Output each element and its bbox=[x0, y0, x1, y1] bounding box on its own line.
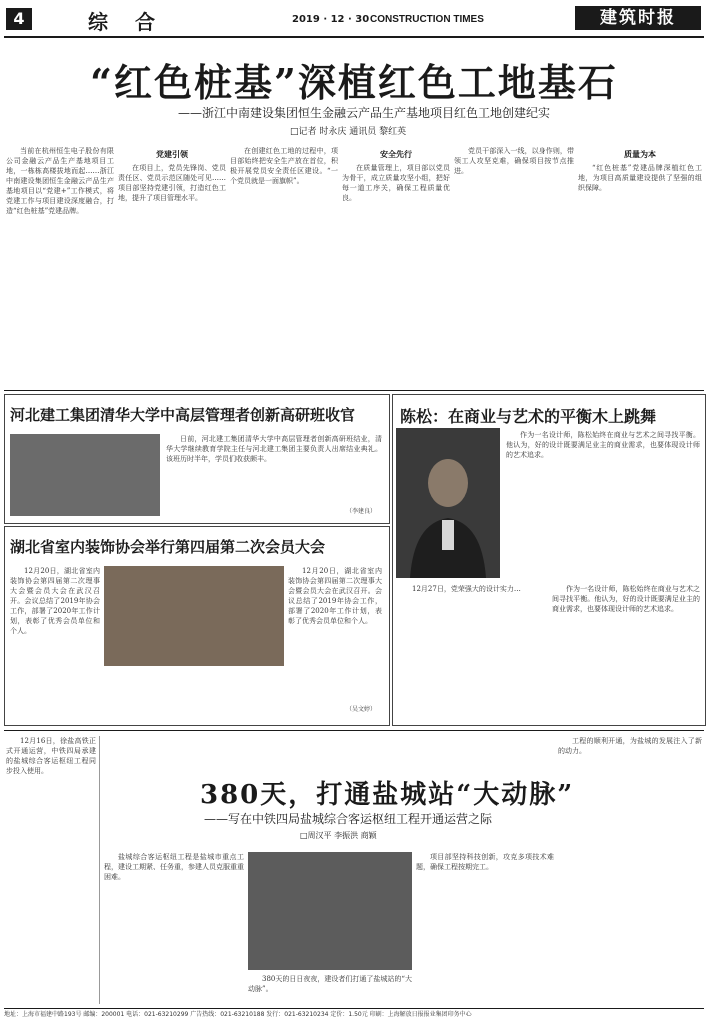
column-divider bbox=[99, 736, 100, 1004]
qinghua-title: 河北建工集团清华大学中高层管理者创新高研班收官 bbox=[10, 406, 356, 424]
bottom-byline: □周汉平 李振洪 商颖 bbox=[300, 831, 377, 840]
hubei-column-1: 12月20日，湖北省室内装饰协会第四届第二次理事大会暨会员大会在武汉召开。会议总结了2019年协会工作，部署了2020年工作计划，表彰了优秀会员单位和个人。 bbox=[10, 567, 100, 635]
qinghua-text: 日前，河北建工集团清华大学中高层管理者创新高研班结业，清华大学继续教育学院主任与河北建工集团主要负责人出席结业典礼。该班历时半年，学员们收获颇丰。 bbox=[166, 435, 382, 463]
lead-column-5: 党员干部深入一线，以身作则，带领工人攻坚克难，确保项目按节点推进。 bbox=[454, 147, 574, 175]
lead-subhead: 安全先行 bbox=[380, 150, 412, 159]
chensong-portrait bbox=[396, 428, 500, 578]
lead-subtitle: ——浙江中南建设集团恒生金融云产品生产基地项目红色工地创建纪实 bbox=[178, 106, 551, 120]
page-number: 4 bbox=[6, 8, 32, 30]
paper-name: CONSTRUCTION TIMES bbox=[370, 14, 484, 25]
section-rule bbox=[4, 390, 704, 391]
hubei-title: 湖北省室内装饰协会举行第四届第二次会员大会 bbox=[10, 538, 326, 556]
lead-column-1: 当前在杭州恒生电子股份有限公司金融云产品生产基地项目工地，一栋栋高楼拔地而起……浙江中南建设集团恒生金融云产品生产基地项目以“党建+”工作模式，将党建工作与项目建设深度融合，打造“红色桩基”党建品牌。 bbox=[6, 147, 114, 215]
chensong-column-3: 作为一名设计师，陈松始终在商业与艺术之间寻找平衡。他认为，好的设计既要满足业主的商业需求，也要体现设计师的艺术追求。 bbox=[552, 585, 700, 613]
bottom-subtitle: ——写在中铁四局盐城综合客运枢纽工程开通运营之际 bbox=[204, 812, 493, 826]
qinghua-photo bbox=[10, 434, 160, 516]
bottom-photo bbox=[248, 852, 412, 970]
header-rule bbox=[4, 36, 704, 38]
hubei-byline: （吴文婷） bbox=[346, 706, 377, 713]
bottom-column-2: 盐城综合客运枢纽工程是盐城市重点工程，建设工期紧、任务重，参建人员克服重重困难。 bbox=[104, 853, 244, 881]
lead-headline: “红色桩基”深植红色工地基石 bbox=[90, 60, 618, 105]
bottom-column-3: 380天的日日夜夜，建设者们打通了盐城站的“大动脉”。 bbox=[248, 975, 412, 993]
chensong-title: 陈松：在商业与艺术的平衡木上跳舞 bbox=[400, 407, 657, 426]
lead-subhead: 质量为本 bbox=[624, 150, 656, 159]
qinghua-byline: （李建良） bbox=[346, 508, 377, 515]
lead-column-2: 党建引领 在项目上，党员先锋岗、党员责任区、党员示范区随处可见……项目部坚持党建引领，打造红色工地，提升了项目管理水平。 bbox=[118, 150, 226, 202]
bottom-column-4: 项目部坚持科技创新，攻克多项技术难题，确保工程按期完工。 bbox=[416, 853, 554, 871]
chensong-text: 作为一名设计师，陈松始终在商业与艺术之间寻找平衡。他认为，好的设计既要满足业主的商业需求，也要体现设计师的艺术追求。 bbox=[506, 431, 700, 459]
issue-date: 2019 · 12 · 30 bbox=[292, 14, 370, 25]
masthead-logo: 建筑时报 bbox=[575, 6, 701, 30]
footer-info: 地址：上海市福建中路193号 邮编：200001 电话：021-63210299 广告热线：021-63210188 发行：021-63210234 定价：1.50元 印刷：上海解放日报报业集团印务中心 bbox=[4, 1008, 704, 1021]
bottom-column-1: 12月16日，徐盐高铁正式开通运营，中铁四局承建的盐城综合客运枢纽工程同步投入使用。 bbox=[6, 737, 96, 775]
lead-byline: □记者 时永庆 通讯员 黎红英 bbox=[290, 127, 407, 137]
lead-subhead: 党建引领 bbox=[156, 150, 188, 159]
lead-column-6: 质量为本 “红色桩基”党建品牌深植红色工地，为项目高质量建设提供了坚强的组织保障。 bbox=[578, 150, 702, 192]
hubei-photo bbox=[104, 566, 284, 666]
section-rule bbox=[4, 730, 704, 731]
lead-column-4: 安全先行 在质量管理上，项目部以党员为骨干，成立质量攻坚小组，把好每一道工序关，确保工程质量优良。 bbox=[342, 150, 450, 202]
chensong-column-2: 12月27日，党荣强大的设计实力… bbox=[412, 585, 521, 593]
bottom-headline: 380天，打通盐城站“大动脉” bbox=[200, 780, 575, 810]
hubei-column-2: 12月20日，湖北省室内装饰协会第四届第二次理事大会暨会员大会在武汉召开。会议总结了2019年协会工作，部署了2020年工作计划，表彰了优秀会员单位和个人。 bbox=[288, 567, 382, 625]
lead-column-3: 在创建红色工地的过程中，项目部始终把安全生产放在首位，积极开展党员安全责任区建设。“一个党员就是一面旗帜”。 bbox=[230, 147, 338, 185]
bottom-column-5: 工程的顺利开通，为盐城的发展注入了新的动力。 bbox=[558, 737, 702, 755]
section-title: 综 合 bbox=[88, 10, 165, 34]
